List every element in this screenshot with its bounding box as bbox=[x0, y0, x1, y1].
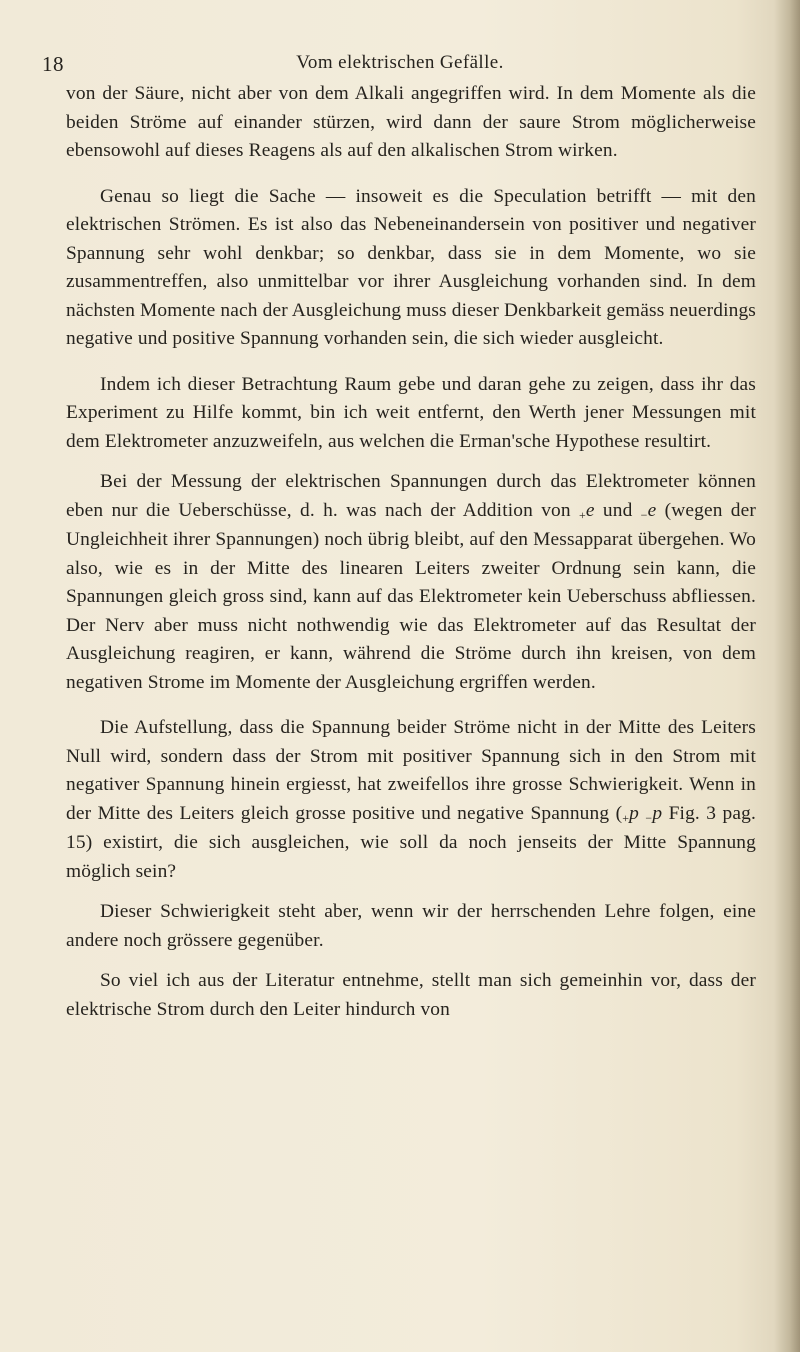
paragraph-4-part-c: (wegen der Ungleichheit ihrer Spannungen) noch übrig bleibt, auf den Messapparat übergehen. Wo also, wie es in der Mitte des linearen Leiters zweiter Ordnung sein kann, die Spannungen gleich gross sind, kann auf das Elektrometer kein Ueberschuss abfliessen. Der Nerv aber muss nicht nothwendig wie das Elektrometer auf das Resultat der Ausgleichung reagiren, er kann, während die Ströme durch ihn kreisen, von dem negativen Strome im Momente der Ausgleichung ergriffen werden. bbox=[66, 499, 757, 693]
subscript-minus: − bbox=[640, 507, 648, 522]
paragraph-6: Dieser Schwierigkeit steht aber, wenn wir der herrschenden Lehre folgen, eine andere noch grössere gegenüber. bbox=[66, 901, 756, 951]
var-e: e bbox=[647, 499, 657, 521]
paragraph-5-part-a: Die Aufstellung, dass die Spannung beider Ströme nicht in der Mitte des Leiters Null wird, sondern dass der Strom mit positiver Spannung sich in den Strom mit negativer Spannung hinein ergiesst, hat zweifellos ihre grosse Schwierigkeit. Wenn in der Mitte des Leiters gleich grosse positive und negative Spannung ( bbox=[66, 717, 756, 824]
var-e: e bbox=[585, 499, 595, 521]
page-header bbox=[40, 52, 760, 78]
page-number: 18 bbox=[42, 52, 64, 76]
running-title: Vom elektrischen Gefälle. bbox=[296, 52, 504, 73]
var-p: p bbox=[652, 802, 663, 824]
body-text bbox=[66, 80, 756, 1024]
paragraph-7: So viel ich aus der Literatur entnehme, stellt man sich gemeinhin vor, dass der elektrische Strom durch den Leiter hindurch von bbox=[66, 970, 756, 1020]
paragraph-4 bbox=[66, 468, 756, 697]
paragraph-5-part-b: Fig. 3 pag. 15) existirt, die sich ausgleichen, wie soll da noch jenseits der Mitte Spannung möglich sein? bbox=[66, 802, 756, 882]
var-p: p bbox=[629, 802, 640, 824]
paragraph-4-part-a: Bei der Messung der elektrischen Spannungen durch das Elektrometer können eben nur die Ueberschüsse, d. h. was nach der Addition von bbox=[66, 471, 756, 521]
paragraph-4-part-b: und bbox=[594, 499, 641, 521]
page-edge-shadow bbox=[774, 0, 800, 1352]
paragraph-5 bbox=[66, 714, 756, 886]
paragraph-2: Genau so liegt die Sache — insoweit es die Speculation betrifft — mit den elektrischen Strömen. Es ist also das Nebeneinandersein von positiver und negativer Spannung sehr wohl denkbar; so denkbar, dass sie in dem Momente, wo sie zusammentreffen, also unmittelbar vor ihrer Ausgleichung vorhanden sind. In dem nächsten Momente nach der Ausgleichung muss dieser Denkbarkeit gemäss neuerdings negative und positive Spannung vorhanden sein, die sich wieder ausgleicht. bbox=[66, 185, 756, 349]
paragraph-3: Indem ich dieser Betrachtung Raum gebe und daran gehe zu zeigen, dass ihr das Experiment zu Hilfe kommt, bin ich weit entfernt, den Werth jener Messungen mit dem Elektrometer anzuzweifeln, aus welchen die Erman'sche Hypothese resultirt. bbox=[66, 373, 756, 452]
paragraph-1: von der Säure, nicht aber von dem Alkali angegriffen wird. In dem Momente als die beiden Ströme auf einander stürzen, wird dann der saure Strom möglicherweise ebensowohl auf dieses Reagens als auf den alkalischen Strom wirken. bbox=[66, 83, 756, 161]
subscript-plus: + bbox=[578, 507, 586, 522]
subscript-plus: + bbox=[622, 810, 630, 825]
subscript-minus: − bbox=[645, 810, 653, 825]
